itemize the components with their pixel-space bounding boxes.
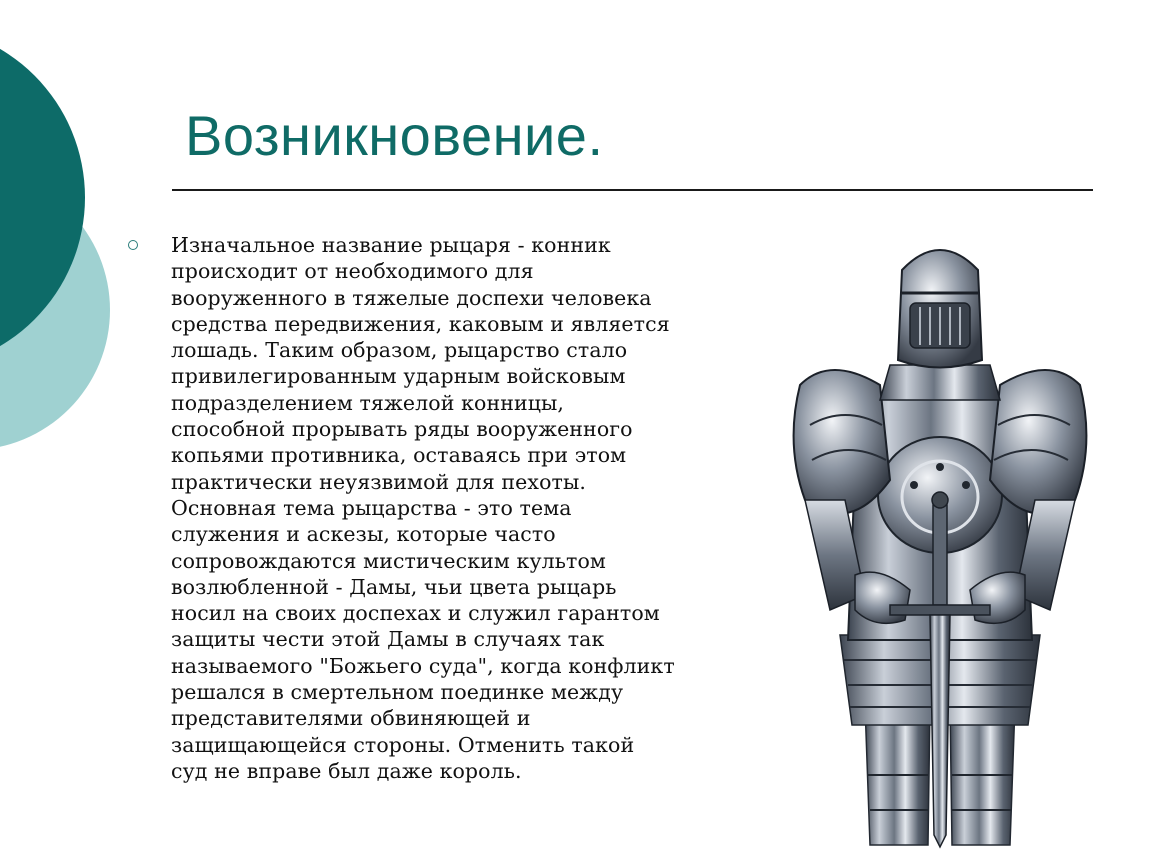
body-line: служения и аскезы, которые часто [171, 522, 556, 547]
body-line: называемого "Божьего суда", когда конфликт [171, 653, 675, 678]
body-line: защищающейся стороны. Отменить такой [171, 732, 635, 757]
body-line: происходит от необходимого для [171, 259, 534, 284]
knight-armor-image [770, 235, 1110, 850]
body-line: подразделением тяжелой конницы, [171, 390, 565, 415]
title-divider [172, 189, 1093, 191]
body-line: Изначальное название рыцаря - конник [171, 233, 611, 257]
body-text [171, 232, 751, 784]
body-line: лошадь. Таким образом, рыцарство стало [171, 338, 628, 363]
body-line: представителями обвиняющей и [171, 706, 531, 731]
body-line: сопровождаются мистическим культом [171, 548, 606, 573]
body-line: решался в смертельном поединке между [171, 680, 624, 705]
body-line: Основная тема рыцарства - это тема [171, 495, 572, 520]
slide-title: Возникновение. [185, 104, 604, 167]
body-line: копьями противника, оставаясь при этом [171, 443, 627, 468]
bullet-circle-icon [128, 240, 138, 250]
body-line: носил на своих доспехах и служил гарантом [171, 601, 660, 626]
body-line: возлюбленной - Дамы, чьи цвета рыцарь [171, 574, 617, 599]
body-line: вооруженного в тяжелые доспехи человека [171, 285, 652, 310]
body-line: практически неуязвимой для пехоты. [171, 469, 586, 494]
body-line: защиты чести этой Дамы в случаях так [171, 627, 605, 652]
body-line: способной прорывать ряды вооруженного [171, 417, 633, 442]
body-line: суд не вправе был даже король. [171, 758, 522, 783]
body-line: средства передвижения, каковым и является [171, 311, 670, 336]
body-line: привилегированным ударным войсковым [171, 364, 626, 389]
